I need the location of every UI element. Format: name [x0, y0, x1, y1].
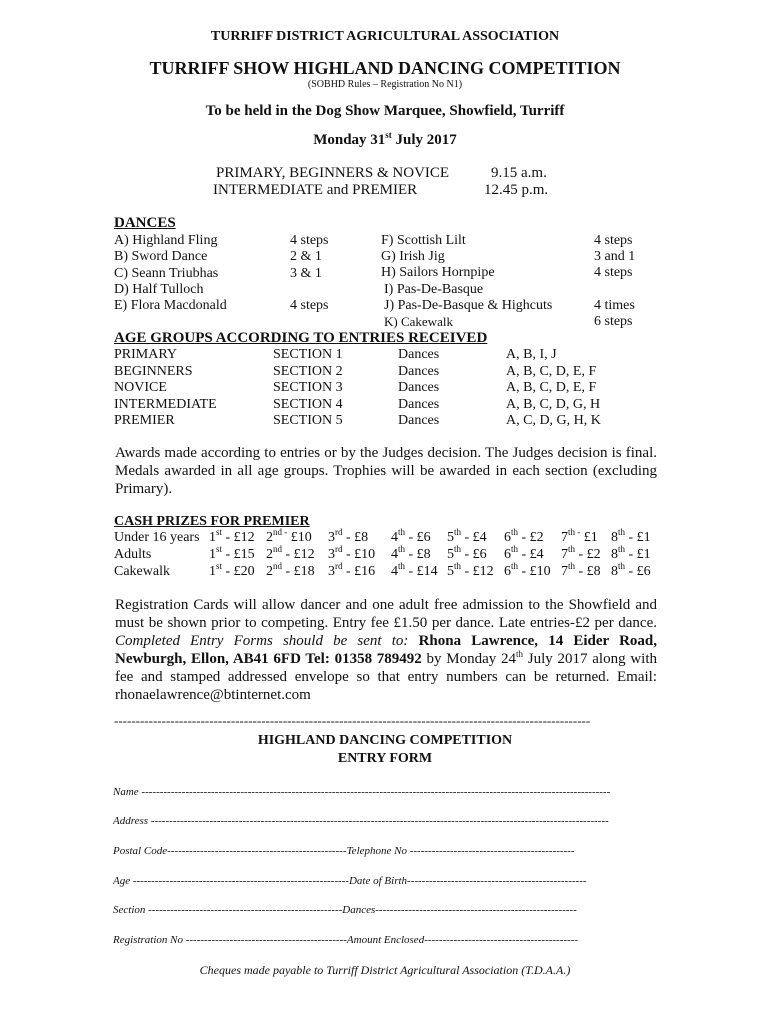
section-number: SECTION 5 [273, 413, 343, 429]
age-group: PREMIER [114, 413, 175, 429]
entry-form-subtitle: ENTRY FORM [337, 751, 433, 766]
association-heading: TURRIFF DISTRICT AGRICULTURAL ASSOCIATION [210, 29, 560, 44]
name-field[interactable]: Name -------------------------------------------------------------------------------------------------------------------------------- [113, 786, 611, 798]
dance-name: E) Flora Macdonald [114, 298, 227, 314]
dances-heading: DANCES [114, 215, 176, 231]
section-number: SECTION 2 [273, 363, 343, 379]
dance-steps: 4 steps [290, 298, 329, 314]
prize-amount: 7th - £2 [561, 544, 601, 562]
prize-amount: 3rd - £16 [328, 561, 376, 579]
prize-amount: 6th - £2 [504, 527, 544, 545]
age-group: NOVICE [114, 380, 167, 396]
dance-codes: A, B, C, D, E, F [506, 363, 597, 379]
prize-amount: 6th - £4 [504, 544, 544, 562]
prize-category: Under 16 years [114, 530, 200, 545]
schedule-time: 12.45 p.m. [484, 182, 549, 198]
dance-steps: 4 times [594, 298, 635, 313]
address-field[interactable]: Address ----------------------------------------------------------------------------------------------------------------------------- [113, 815, 609, 827]
schedule-time: 9.15 a.m. [491, 165, 547, 181]
contact-address: Rhona Lawrence, 14 Eider Road, Newburgh, Ellon, AB41 6FD Tel: 01358 789492 [115, 633, 657, 667]
schedule-label: INTERMEDIATE and PREMIER [213, 182, 418, 198]
dance-name: J) Pas-De-Basque & Highcuts [384, 298, 553, 313]
prize-amount: 8th - £1 [611, 527, 651, 545]
prize-amount: 1st - £12 [209, 527, 255, 545]
prize-amount: 8th - £1 [611, 544, 651, 562]
prize-amount: 4th - £8 [391, 544, 431, 562]
prize-amount: 2nd - £12 [266, 544, 315, 562]
prize-amount: 5th - £6 [447, 544, 487, 562]
dance-name: I) Pas-De-Basque [384, 282, 484, 297]
dance-steps: 4 steps [290, 233, 329, 248]
prize-amount: 5th - £4 [447, 527, 487, 545]
venue-line: To be held in the Dog Show Marquee, Showfield, Turriff [205, 103, 565, 119]
dances-label: Dances [398, 363, 440, 379]
entry-form-title: HIGHLAND DANCING COMPETITION [257, 733, 513, 748]
registration-paragraph: Registration Cards will allow dancer and one adult free admission to the Showfield and must be shown prior to competing. Entry fee £1.50 per dance. Late entries-£2 per dance. Completed Entry Forms should be sent to: Rhona Lawrence, 14 Eider Road, Newburgh, Ellon, AB41 6FD Tel: 01358 789492 by Monday 24th July 2017 along with fee and stamped addressed envelope so that entry numbers can be returned. Email: rhonaelawrence@btinternet.com [115, 597, 658, 703]
prize-amount: 7th - £8 [561, 561, 601, 579]
dance-name: F) Scottish Lilt [381, 233, 466, 248]
age-group: BEGINNERS [114, 363, 193, 379]
age-groups-heading: AGE GROUPS ACCORDING TO ENTRIES RECEIVED [114, 330, 488, 346]
prize-amount: 2nd - £18 [266, 561, 315, 579]
section-number: SECTION 4 [273, 396, 343, 412]
prize-amount: 8th - £6 [611, 561, 651, 579]
dance-name: K) Cakewalk [384, 314, 453, 329]
prize-category: Cakewalk [114, 564, 170, 579]
dance-name: D) Half Tulloch [114, 281, 204, 297]
prize-amount: 5th - £12 [447, 561, 494, 579]
dance-steps: 3 and 1 [594, 249, 636, 264]
schedule-label: PRIMARY, BEGINNERS & NOVICE [216, 165, 450, 181]
dance-name: A) Highland Fling [114, 233, 218, 248]
dance-name: B) Sword Dance [114, 249, 208, 265]
dances-label: Dances [398, 347, 440, 362]
dance-name: C) Seann Triubhas [114, 265, 219, 281]
dance-name: H) Sailors Hornpipe [381, 265, 495, 280]
cash-prizes-heading: CASH PRIZES FOR PREMIER [114, 514, 310, 529]
section-dances-field[interactable]: Section -----------------------------------------------------Dances------------------------------------------------------- [113, 904, 577, 916]
rules-note: (SOBHD Rules – Registration No N1) [307, 79, 463, 90]
dances-label: Dances [398, 396, 440, 412]
dance-steps: 2 & 1 [290, 249, 322, 265]
age-date-of-birth-field[interactable]: Age -----------------------------------------------------------Date of Birth------------------------------------------------- [113, 875, 587, 887]
cheques-note: Cheques made payable to Turriff District Agricultural Association (T.D.A.A.) [199, 963, 571, 977]
prize-amount: 6th - £10 [504, 561, 551, 579]
prize-amount: 4th - £6 [391, 527, 431, 545]
section-number: SECTION 1 [273, 347, 343, 362]
postal-code-telephone-field[interactable]: Postal Code-------------------------------------------------Telephone No --------------------------------------------- [113, 845, 575, 857]
event-date: Monday 31st July 2017 [313, 130, 457, 148]
dance-steps: 3 & 1 [290, 265, 322, 281]
prize-amount: 1st - £15 [209, 544, 255, 562]
section-number: SECTION 3 [273, 380, 343, 396]
awards-paragraph: Awards made according to entries or by the Judges decision. The Judges decision is final. Medals awarded in all age groups. Trophies will be awarded in each section (excluding Primary). [115, 445, 657, 497]
dance-codes: A, C, D, G, H, K [506, 413, 601, 429]
prize-category: Adults [114, 547, 152, 562]
age-group: PRIMARY [114, 347, 178, 362]
dance-steps: 4 steps [594, 265, 633, 280]
prize-amount: $7^{th -}$ £1 [561, 527, 598, 545]
dances-label: Dances [398, 380, 440, 396]
dance-steps: 4 steps [594, 233, 633, 248]
registration-amount-field[interactable]: Registration No --------------------------------------------Amount Enclosed------------------------------------------ [113, 934, 579, 946]
dance-codes: A, B, I, J [506, 347, 557, 362]
prize-amount: 1st - £20 [209, 561, 255, 579]
entry-forms-note: Completed Entry Forms should be sent to: [115, 633, 409, 649]
prize-amount: 4th - £14 [391, 561, 438, 579]
cut-line-divider: -------------------------------------------------------------------------------------------------------------- [114, 713, 591, 728]
dance-codes: A, B, C, D, E, F [506, 380, 597, 396]
dances-label: Dances [398, 413, 440, 429]
prize-amount: 3rd - £10 [328, 544, 376, 562]
dance-steps: 6 steps [594, 314, 633, 329]
dance-codes: A, B, C, D, G, H [506, 396, 601, 412]
age-group: INTERMEDIATE [114, 396, 217, 412]
prize-amount: 3rd - £8 [328, 527, 369, 545]
competition-title: TURRIFF SHOW HIGHLAND DANCING COMPETITION [149, 58, 621, 78]
dance-name: G) Irish Jig [381, 249, 445, 264]
prize-amount: $2^{nd -}$ £10 [266, 527, 312, 545]
